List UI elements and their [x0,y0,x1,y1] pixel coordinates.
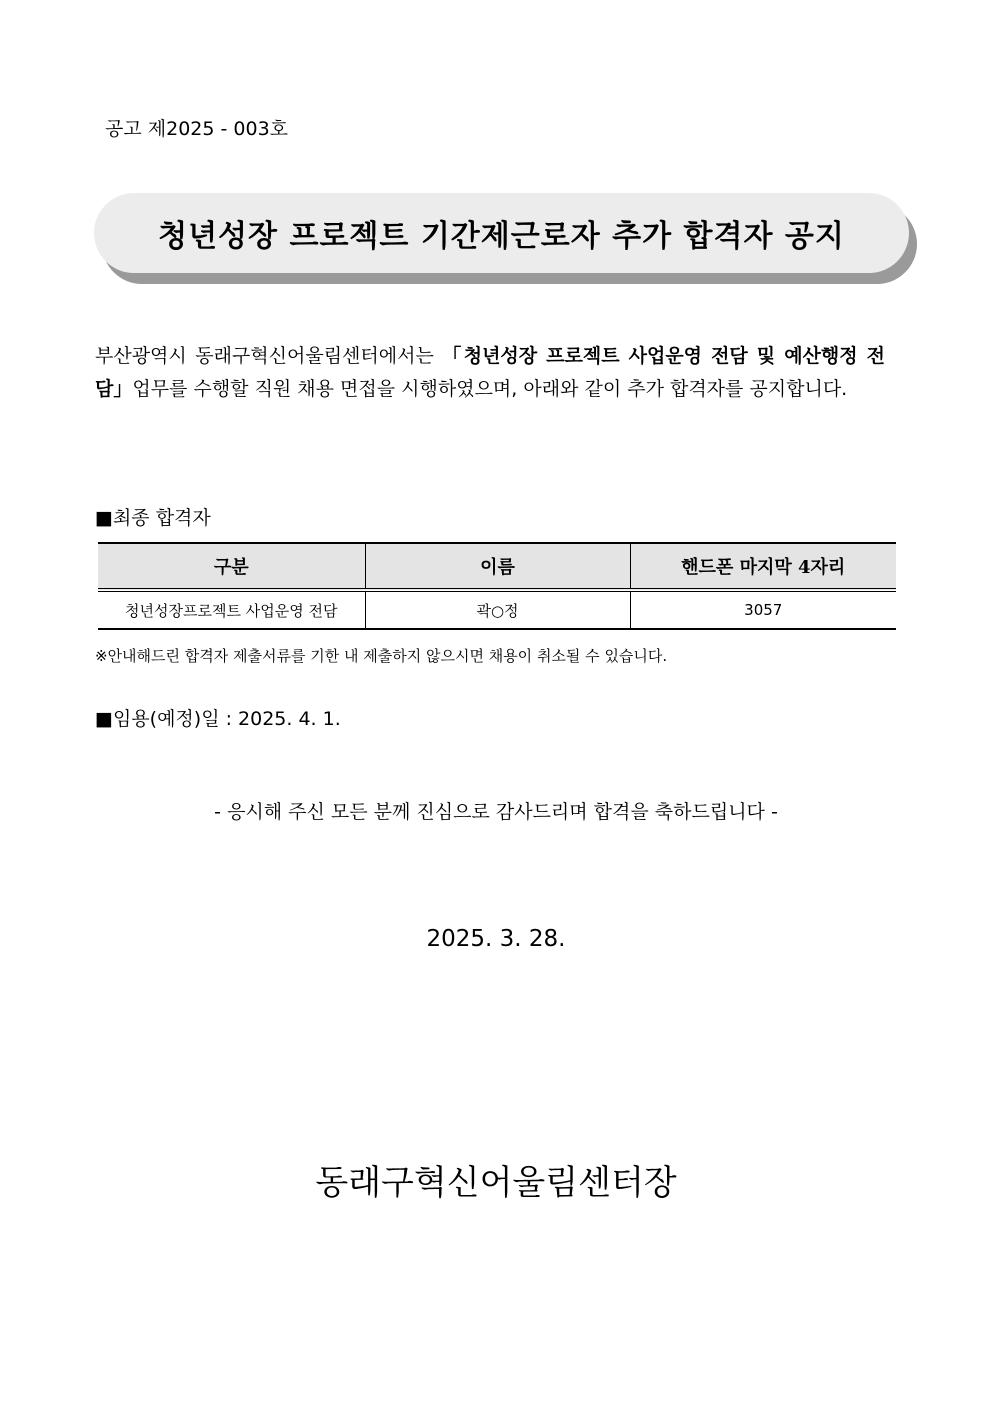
notice-date: 2025. 3. 28. [426,926,566,952]
submission-note: ※안내해드린 합격자 제출서류를 기한 내 제출하지 않으시면 채용이 취소될 수 있습니다. [95,647,668,665]
page-title: 청년성장 프로젝트 기간제근로자 추가 합격자 공지 [158,219,845,254]
result-table [98,542,896,630]
title-banner [94,193,909,273]
notice-number: 공고 제2025 - 003호 [105,118,289,140]
signature: 동래구혁신어울림센터장 [315,1163,677,1203]
table-row [98,590,896,629]
column-header-phone: 핸드폰 마지막 4자리 [630,543,896,590]
final-section-heading: ■최종 합격자 [95,507,211,529]
column-header-name: 이름 [365,543,630,590]
intro-highlight: 「청년성장 프로젝트 사업운영 전담 및 예산행정 전담」 [95,345,885,400]
cell-name: 곽○정 [365,590,630,629]
cell-category: 청년성장프로젝트 사업운영 전담 [98,590,365,629]
thanks-message: - 응시해 주신 모든 분께 진심으로 감사드리며 합격을 축하드립니다 - [214,801,778,823]
intro-suffix: 업무를 수행할 직원 채용 면접을 시행하였으며, 아래와 같이 추가 합격자를 공지합니다. [132,378,848,400]
intro-prefix: 부산광역시 동래구혁신어울림센터에서는 [95,345,443,367]
intro-paragraph [95,340,885,406]
cell-phone: 3057 [630,590,896,629]
appointment-date: ■임용(예정)일 : 2025. 4. 1. [95,708,341,730]
column-header-category: 구분 [98,543,365,590]
table-header-row [98,543,896,590]
